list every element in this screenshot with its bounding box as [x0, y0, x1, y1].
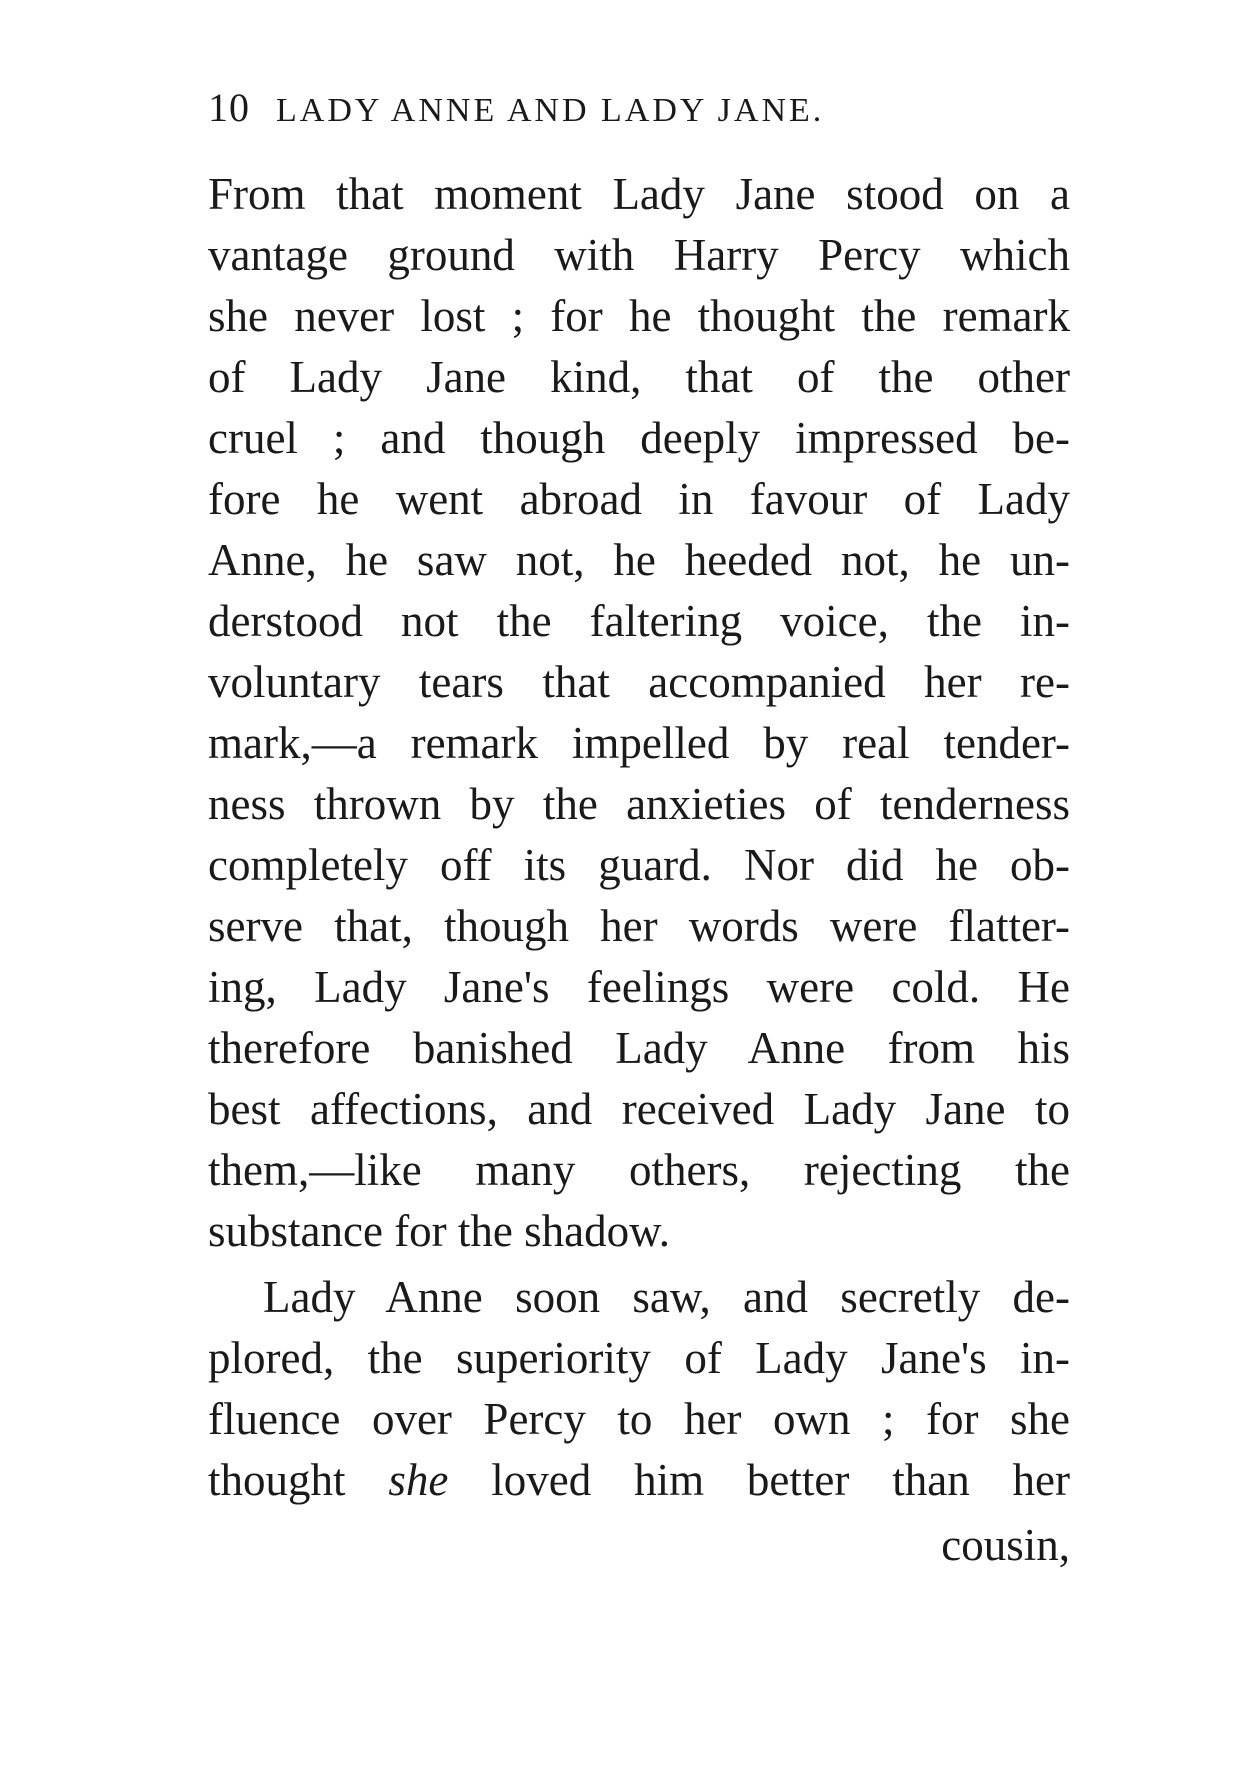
text-line: mark,—a remark impelled by real tender- — [208, 718, 1070, 768]
catchword: cousin, — [941, 1520, 1070, 1570]
text-line: of Lady Jane kind, that of the other — [208, 352, 1070, 402]
text-line: cruel ; and though deeply impressed be- — [208, 413, 1070, 463]
text-line: Lady Anne soon saw, and secretly de- — [263, 1272, 1070, 1322]
text-line: derstood not the faltering voice, the in- — [208, 596, 1070, 646]
text-line: ing, Lady Jane's feelings were cold. He — [208, 962, 1070, 1012]
text-line: therefore banished Lady Anne from his — [208, 1023, 1070, 1073]
text-line: fore he went abroad in favour of Lady — [208, 474, 1070, 524]
text-line: completely off its guard. Nor did he ob- — [208, 840, 1070, 890]
page-number: 10 — [208, 85, 250, 130]
text-line: substance for the shadow. — [208, 1206, 670, 1256]
line-start: thought — [208, 1455, 346, 1505]
text-line: ness thrown by the anxieties of tenderness — [208, 779, 1070, 829]
text-line: voluntary tears that accompanied her re- — [208, 657, 1070, 707]
text-line: serve that, though her words were flatter- — [208, 901, 1070, 951]
text-line-with-emphasis — [208, 1450, 1070, 1512]
text-line: Anne, he saw not, he heeded not, he un- — [208, 535, 1070, 585]
running-title: LADY ANNE AND LADY JANE. — [276, 92, 825, 129]
text-line: From that moment Lady Jane stood on a — [208, 169, 1070, 219]
text-line: vantage ground with Harry Percy which — [208, 230, 1070, 280]
running-head — [208, 84, 1068, 134]
text-line: best affections, and received Lady Jane to — [208, 1084, 1070, 1134]
emphasis: she — [388, 1455, 449, 1505]
text-line: fluence over Percy to her own ; for she — [208, 1394, 1070, 1444]
text-line: them,—like many others, rejecting the — [208, 1145, 1070, 1195]
text-line: plored, the superiority of Lady Jane's in- — [208, 1333, 1070, 1383]
text-line: she never lost ; for he thought the remark — [208, 291, 1070, 341]
line-end: loved him better than her — [491, 1455, 1071, 1505]
